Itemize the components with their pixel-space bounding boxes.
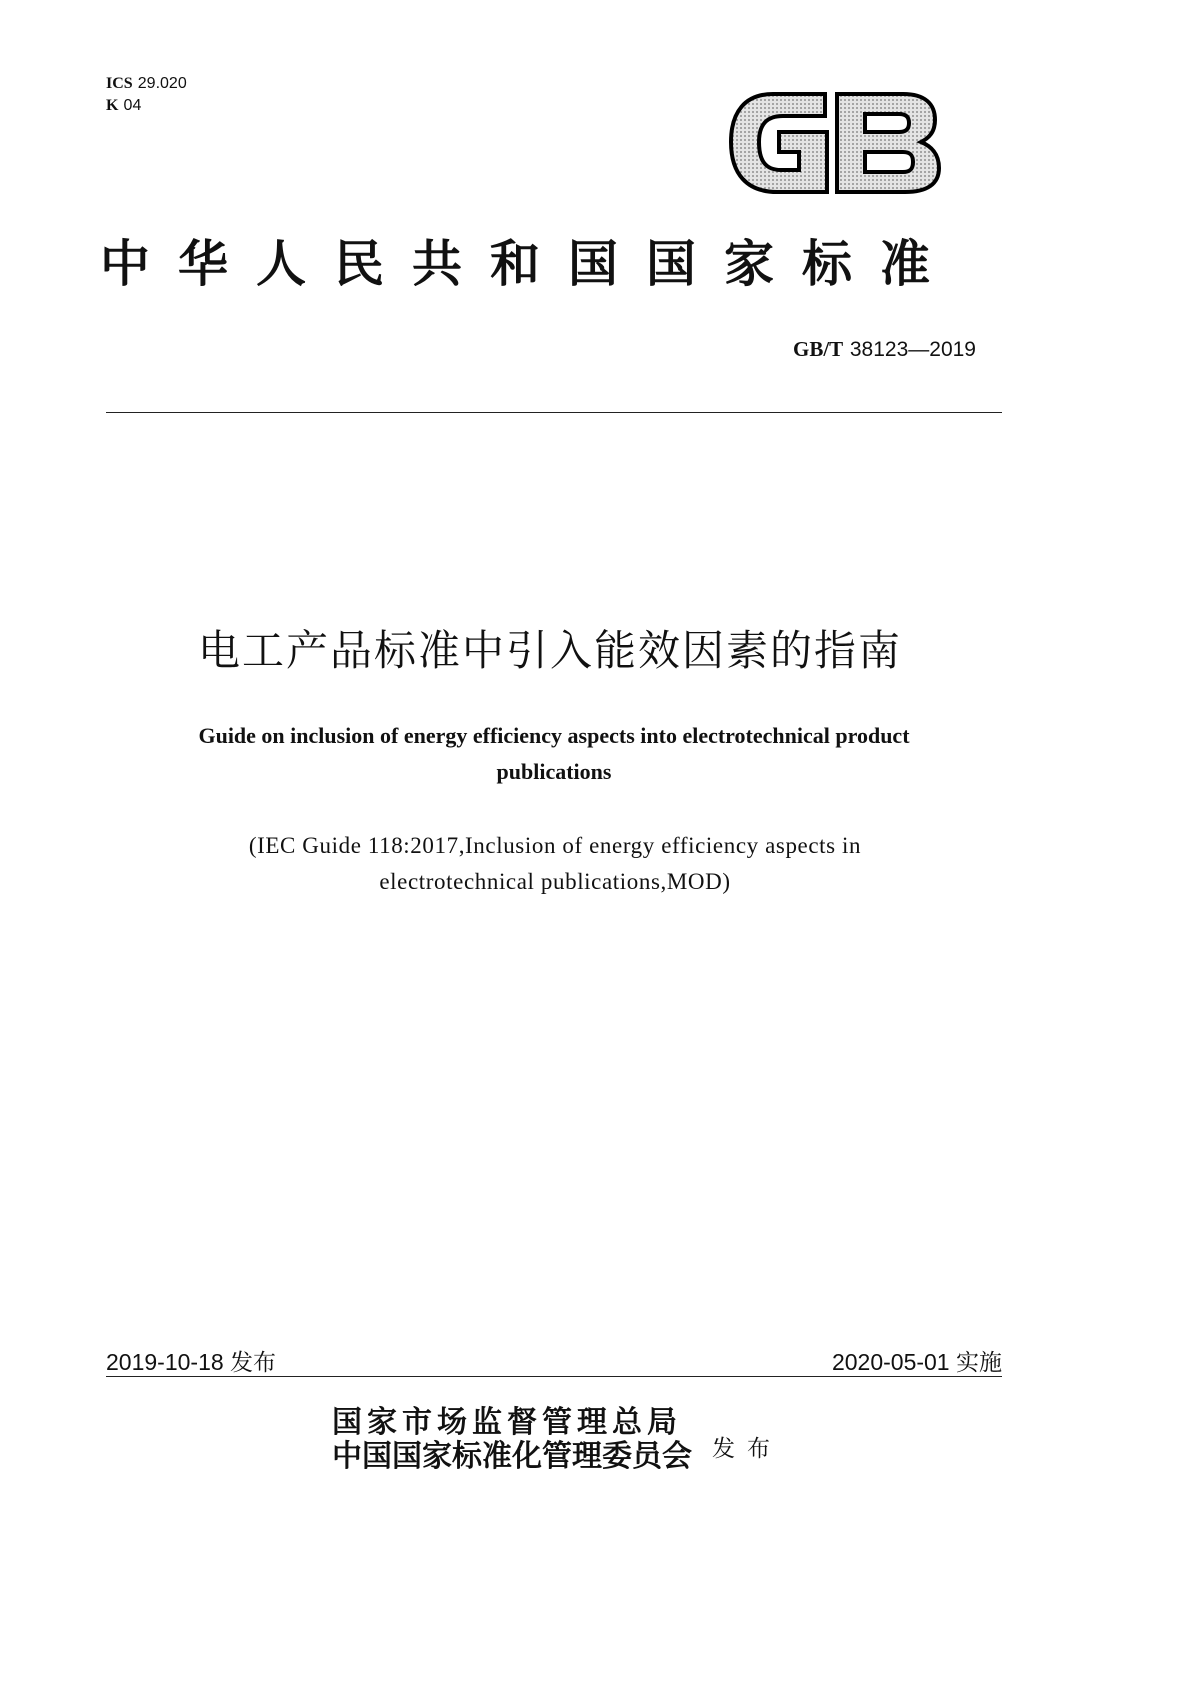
publish-date: 2019-10-18 发布 (106, 1349, 277, 1375)
ccs-value: 04 (123, 97, 142, 114)
adoption-note-line-1: (IEC Guide 118:2017,Inclusion of energy efficiency aspects in (248, 833, 862, 858)
adoption-note (150, 828, 960, 900)
effective-date: 2020-05-01 实施 (831, 1349, 1002, 1375)
issuing-authorities (332, 1406, 692, 1474)
bottom-divider (106, 1376, 1002, 1377)
ics-line (106, 72, 187, 94)
gb-logo-g-shape (731, 94, 827, 192)
ics-label: ICS (106, 75, 133, 92)
top-divider (106, 412, 1002, 413)
standard-code: 38123—2019 (849, 338, 976, 361)
national-standard-heading: 中华人民共和国国家标准 (100, 235, 958, 293)
adoption-note-line-2: electrotechnical publications,MOD) (379, 869, 731, 894)
standard-prefix: GB/T (793, 337, 844, 361)
issuer-sac: 中国国家标准化管理委员会 (332, 1439, 692, 1474)
title-english-line-2: publications (496, 759, 612, 784)
title-english-line-1: Guide on inclusion of energy efficiency aspects into electrotechnical product (198, 723, 910, 748)
issued-label: 发布 (712, 1436, 782, 1462)
ccs-label: K (106, 97, 119, 114)
title-english (120, 718, 988, 790)
standard-number (793, 337, 976, 362)
ccs-line (106, 94, 187, 116)
issuer-samr: 国家市场监督管理总局 (332, 1405, 682, 1440)
gb-logo-b-shape (837, 94, 939, 192)
ics-value: 29.020 (137, 75, 187, 92)
gb-logo (727, 86, 943, 198)
classification-codes (106, 72, 187, 116)
title-chinese: 电工产品标准中引入能效因素的指南 (197, 626, 902, 675)
